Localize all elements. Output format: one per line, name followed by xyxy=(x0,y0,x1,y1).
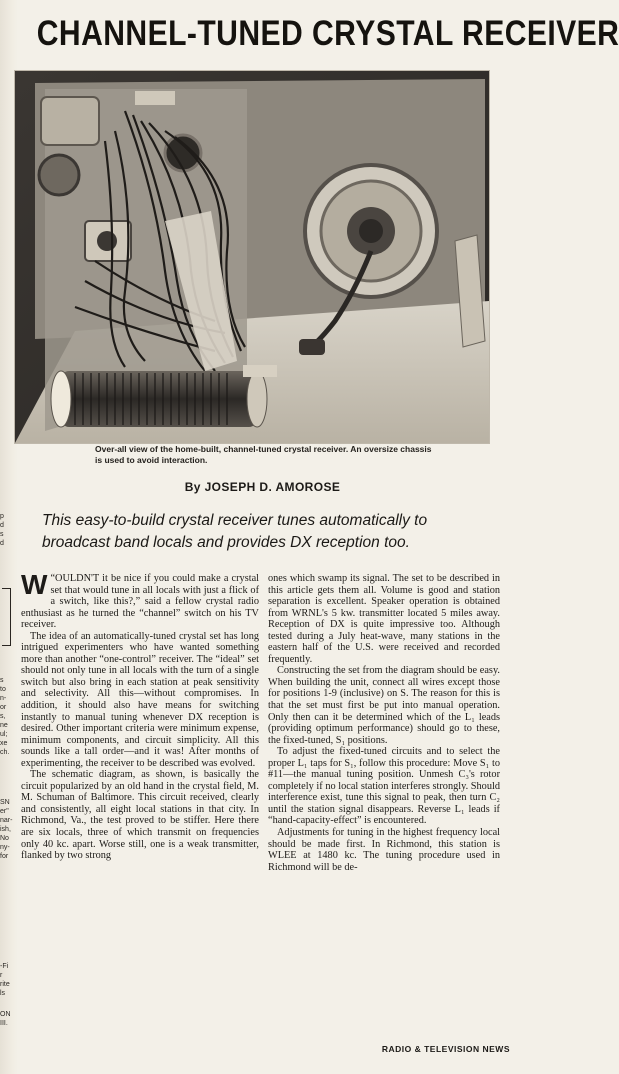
body-paragraph: Constructing the set from the diagram should be easy. When building the unit, connect all wires except those for positions 1-9 (inclusive) on S. The reason for this is that the set must first be put into manual operation. Only then can it be determined which of the L₁ leads (providing optimum performance) should go to these, the fixed-tuned, S₁ positions. xyxy=(268,665,500,746)
author-byline: By JOSEPH D. AMOROSE xyxy=(184,480,341,494)
gutter-text-fragment: p d s d xyxy=(0,513,4,547)
body-paragraph: To adjust the fixed-tuned circuits and to select the proper L₁ taps for S₁, follow this procedure: Move S₁ to #11—the manual tuning position. Unmesh C₃'s rotor completely if no local station interferes strongly. Should interference exist, tune this signal to peak, then turn C₂ until the station signal disappears. Reverse L₁ leads if “hand-capacity-effect” is encountered. xyxy=(268,746,500,827)
body-column-1 xyxy=(21,569,259,862)
gutter-box-fragment xyxy=(2,588,11,646)
drop-cap: W xyxy=(21,569,48,600)
magazine-footer: RADIO & TELEVISION NEWS xyxy=(381,1044,510,1054)
article-headline: CHANNEL-TUNED CRYSTAL RECEIVER xyxy=(36,14,619,53)
receiver-photo xyxy=(14,70,490,444)
gutter-text-fragment: SN er" nar- ish, No ny- for xyxy=(0,799,13,860)
photo-caption: Over-all view of the home-built, channel-tuned crystal receiver. An oversize chassis is used to avoid interaction. xyxy=(95,444,432,465)
body-paragraph: The idea of an automatically-tuned crystal set has long intrigued experimenters who have wanted something more than another “one-control” receiver. The “ideal” set should not only tune in all locals with the turn of a single switch but also bring in each station at peak sensitivity and selectivity. All this—without compromises. In addition, it should also have means for switching instantly to manual tuning whenever DX reception is desired. Other important criteria were minimum expense, minimum components, and circuit simplicity. All this sounds like a tall order—and it was! After months of experimenting, the receiver to be described was evolved. xyxy=(21,630,259,769)
gutter-text-fragment: -Fi r rite ls xyxy=(0,963,10,997)
crystal-receiver-chassis-icon xyxy=(15,71,489,443)
gutter-text-fragment: ON III. xyxy=(0,1011,11,1027)
body-paragraph: The schematic diagram, as shown, is basically the circuit popularized by an old hand in the crystal field, M. M. Schuman of Baltimore. This circuit received, clearly and consistently, all eight local stations in that city. In Richmond, Va., the test proved to be stiffer. Here there are six locals, three of which transmit on frequencies only 40 kc. apart. Worse still, one is a weak transmitter, flanked by two strong xyxy=(21,769,259,862)
body-paragraph: Adjustments for tuning in the highest frequency local should be made first. In Richmond, this station is WLEE at 1480 kc. The tuning procedure used in Richmond will be de- xyxy=(268,827,500,873)
body-column-2 xyxy=(268,573,500,873)
body-paragraph: ones which swamp its signal. The set to be described in this article gets them all. Volume is good and station separation is excellent. Speaker operation is obtained from WRNL's 5 kw. transmitter located 5 miles away. Reception of DX is quite impressive too. Although tested during a July heat-wave, many stations in the eastern half of the U.S. were received and recorded frequently. xyxy=(268,573,500,665)
body-paragraph: W “OULDN'T it be nice if you could make a crystal set that would tune in all locals with just a flick of a switch, like this?,” said a fellow crystal radio enthusiast as he turned the “channel” switch on his TV receiver. xyxy=(21,569,259,631)
article-deck: This easy-to-build crystal receiver tunes automatically to broadcast band locals and provides DX reception too. xyxy=(42,512,428,551)
gutter-text-fragment: s to n- or s, ne ul; xe ch. xyxy=(0,677,10,756)
